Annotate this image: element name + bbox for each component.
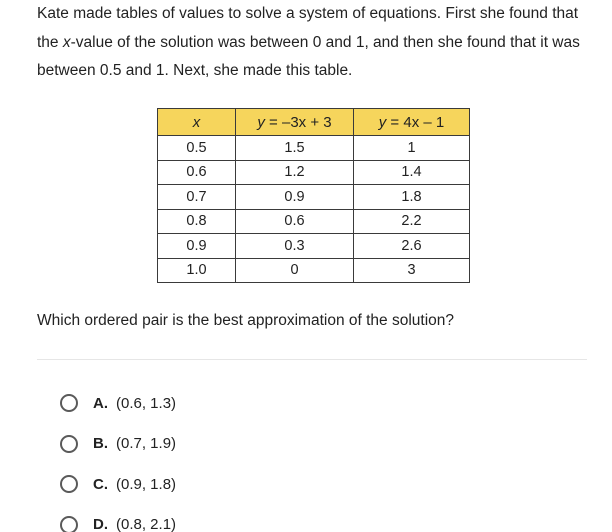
header-eq1-rhs: = –3x + 3: [264, 113, 332, 131]
choice-a-text: (0.6, 1.3): [116, 394, 177, 412]
prompt-variable: x: [62, 33, 71, 51]
cell-x: 0.6: [158, 160, 236, 185]
table-header-row: [158, 109, 470, 136]
cell-y2: 2.6: [354, 234, 470, 259]
values-table: [157, 108, 470, 283]
radio-button-b[interactable]: [60, 435, 78, 453]
cell-y2: 1: [354, 136, 470, 161]
table-row: [158, 160, 470, 185]
cell-y1: 1.5: [236, 136, 354, 161]
prompt-text-1: Kate made tables of values to solve a system of equations. First she found that the: [37, 5, 579, 51]
cell-y2: 2.2: [354, 209, 470, 234]
cell-x: 1.0: [158, 258, 236, 283]
cell-x: 0.8: [158, 209, 236, 234]
table-row: [158, 258, 470, 283]
header-eq2-rhs: = 4x – 1: [386, 113, 445, 131]
header-equation-1: [236, 109, 354, 136]
table-row: [158, 136, 470, 161]
choice-a-letter: A.: [93, 394, 108, 412]
cell-y1: 1.2: [236, 160, 354, 185]
choice-b-text: (0.7, 1.9): [116, 435, 177, 453]
header-eq2-lhs: y: [378, 113, 387, 131]
answer-choices: [60, 383, 176, 532]
cell-y1: 0.3: [236, 234, 354, 259]
choice-c[interactable]: [60, 464, 176, 505]
cell-y1: 0.6: [236, 209, 354, 234]
choice-a[interactable]: [60, 383, 176, 424]
radio-button-c[interactable]: [60, 475, 78, 493]
choice-d-text: (0.8, 2.1): [116, 516, 177, 532]
prompt-text-2: -value of the solution was between 0 and 1, and then she found that it was between 0.5 and 1. Next, she made this table.: [37, 33, 580, 79]
choice-c-text: (0.9, 1.8): [116, 475, 177, 493]
radio-button-a[interactable]: [60, 394, 78, 412]
values-table-container: [157, 108, 470, 283]
question-prompt: [37, 0, 597, 86]
cell-x: 0.5: [158, 136, 236, 161]
cell-y1: 0: [236, 258, 354, 283]
table-row: [158, 185, 470, 210]
cell-y2: 1.4: [354, 160, 470, 185]
table-row: [158, 234, 470, 259]
cell-x: 0.9: [158, 234, 236, 259]
header-eq1-lhs: y: [257, 113, 265, 131]
cell-x: 0.7: [158, 185, 236, 210]
cell-y2: 1.8: [354, 185, 470, 210]
choice-b-letter: B.: [93, 435, 108, 453]
choice-b[interactable]: [60, 424, 176, 465]
table-row: [158, 209, 470, 234]
header-equation-2: [354, 109, 470, 136]
header-x: x: [158, 109, 236, 136]
question-text: Which ordered pair is the best approximation of the solution?: [37, 312, 455, 329]
radio-button-d[interactable]: [60, 516, 78, 532]
choice-d-letter: D.: [93, 516, 108, 532]
cell-y1: 0.9: [236, 185, 354, 210]
choice-d[interactable]: [60, 505, 176, 532]
choice-c-letter: C.: [93, 475, 108, 493]
cell-y2: 3: [354, 258, 470, 283]
divider: [37, 359, 587, 360]
